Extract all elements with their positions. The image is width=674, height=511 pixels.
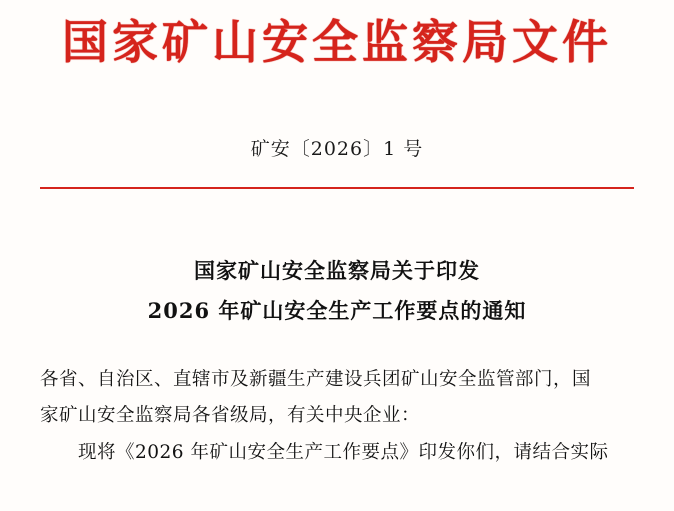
red-separator-rule bbox=[40, 187, 634, 189]
subject-line-2: 2026 年矿山安全生产工作要点的通知 bbox=[147, 298, 527, 324]
document-subject bbox=[0, 251, 674, 333]
document-body bbox=[40, 362, 634, 470]
body-paragraph-line-3: 现将《2026 年矿山安全生产工作要点》印发你们，请结合实际 bbox=[78, 441, 609, 463]
subject-line-1: 国家矿山安全监察局关于印发 bbox=[194, 257, 480, 283]
document-number: 矿安〔2026〕1 号 bbox=[250, 137, 424, 160]
document-masthead bbox=[0, 0, 674, 72]
masthead-title: 国家矿山安全监察局文件 bbox=[62, 15, 612, 69]
body-paragraph-line-1: 各省、自治区、直辖市及新疆生产建设兵团矿山安全监管部门，国 bbox=[40, 369, 592, 391]
body-paragraph-line-2: 家矿山安全监察局各省级局，有关中央企业： bbox=[40, 405, 421, 427]
